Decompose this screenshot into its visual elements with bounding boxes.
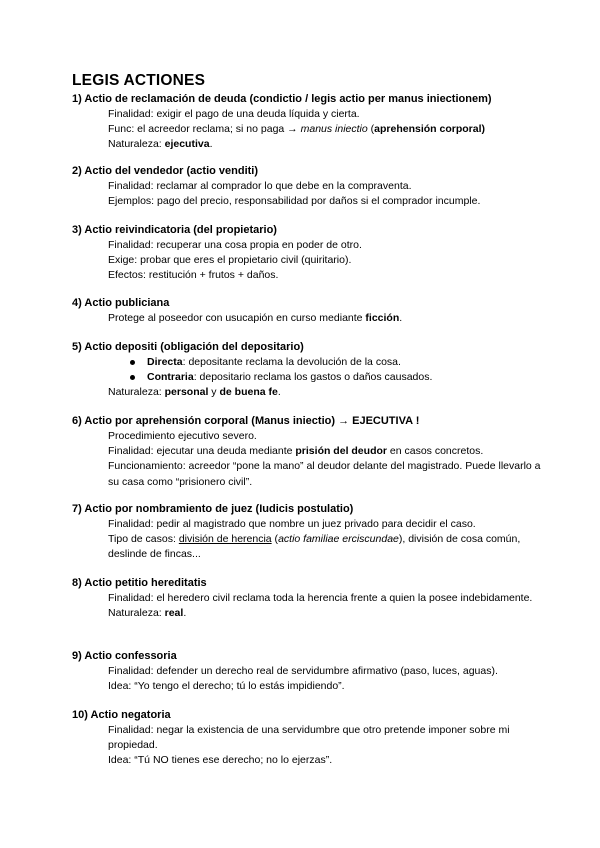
list-item: Directa: depositante reclama la devolución de la cosa. xyxy=(72,355,542,370)
section-5 xyxy=(72,340,542,401)
section-line: Finalidad: negar la existencia de una servidumbre que otro pretende imponer sobre mi propiedad. xyxy=(108,724,510,752)
section-8 xyxy=(72,576,542,621)
section-heading: 7) Actio por nombramiento de juez (Iudicis postulatio) xyxy=(72,503,354,515)
section-line: Naturaleza: real. xyxy=(108,607,187,620)
section-line: Finalidad: recuperar una cosa propia en poder de otro. xyxy=(108,239,362,251)
section-heading: 2) Actio del vendedor (actio venditi) xyxy=(72,165,259,177)
section-10 xyxy=(72,708,542,769)
section-line: Funcionamiento: acreedor “pone la mano” al deudor delante del magistrado. Puede llevarlo a su casa como “prisionero civil”. xyxy=(108,460,541,488)
section-line: Finalidad: reclamar al comprador lo que debe en la compraventa. xyxy=(108,180,412,192)
section-line: Idea: “Yo tengo el derecho; tú lo estás impidiendo”. xyxy=(108,680,345,693)
section-line: Protege al poseedor con usucapión en curso mediante ficción. xyxy=(108,312,403,324)
section-heading: 1) Actio de reclamación de deuda (condictio / legis actio per manus iniectionem) xyxy=(72,93,492,105)
section-line: Finalidad: ejecutar una deuda mediante prisión del deudor en casos concretos. xyxy=(108,445,484,458)
section-6 xyxy=(72,414,542,490)
section-line: Func: el acreedor reclama; si no paga → manus iniectio (aprehensión corporal) xyxy=(108,123,486,136)
section-line: Finalidad: defender un derecho real de servidumbre afirmativo (paso, luces, aguas). xyxy=(108,665,498,677)
section-line: Naturaleza: ejecutiva. xyxy=(108,138,213,151)
section-line: Exige: probar que eres el propietario civil (quiritario). xyxy=(108,254,352,267)
section-line: Idea: “Tú NO tienes ese derecho; no lo ejerzas”. xyxy=(108,754,333,767)
section-line: Finalidad: el heredero civil reclama toda la herencia frente a quien la posee indebidamente. xyxy=(108,592,533,604)
section-9 xyxy=(72,649,542,694)
section-heading: 5) Actio depositi (obligación del depositario) xyxy=(72,341,304,353)
section-1 xyxy=(72,92,542,153)
page-title: LEGIS ACTIONES xyxy=(72,72,206,89)
section-line: Ejemplos: pago del precio, responsabilidad por daños si el comprador incumple. xyxy=(108,195,481,208)
section-line: Tipo de casos: división de herencia (actio familiae erciscundae), división de cosa común, deslinde de fincas... xyxy=(108,533,521,561)
list-item: Contraria: depositario reclama los gastos o daños causados. xyxy=(72,370,542,385)
section-heading: 6) Actio por aprehensión corporal (Manus iniectio) → EJECUTIVA ! xyxy=(72,415,420,427)
section-line: Procedimiento ejecutivo severo. xyxy=(108,430,257,442)
section-line: Efectos: restitución + frutos + daños. xyxy=(108,269,279,282)
section-4 xyxy=(72,296,542,326)
section-heading: 8) Actio petitio hereditatis xyxy=(72,577,207,589)
section-3 xyxy=(72,223,542,284)
section-line: Finalidad: exigir el pago de una deuda líquida y cierta. xyxy=(108,108,360,120)
section-line: Finalidad: pedir al magistrado que nombre un juez privado para decidir el caso. xyxy=(108,518,476,530)
section-heading: 3) Actio reivindicatoria (del propietario) xyxy=(72,224,277,236)
section-7 xyxy=(72,502,542,563)
section-2 xyxy=(72,164,542,209)
bullet-icon xyxy=(130,360,135,365)
section-heading: 4) Actio publiciana xyxy=(72,297,170,309)
section-line: Naturaleza: personal y de buena fe. xyxy=(108,386,281,399)
section-heading: 10) Actio negatoria xyxy=(72,709,171,721)
section-heading: 9) Actio confessoria xyxy=(72,650,177,662)
